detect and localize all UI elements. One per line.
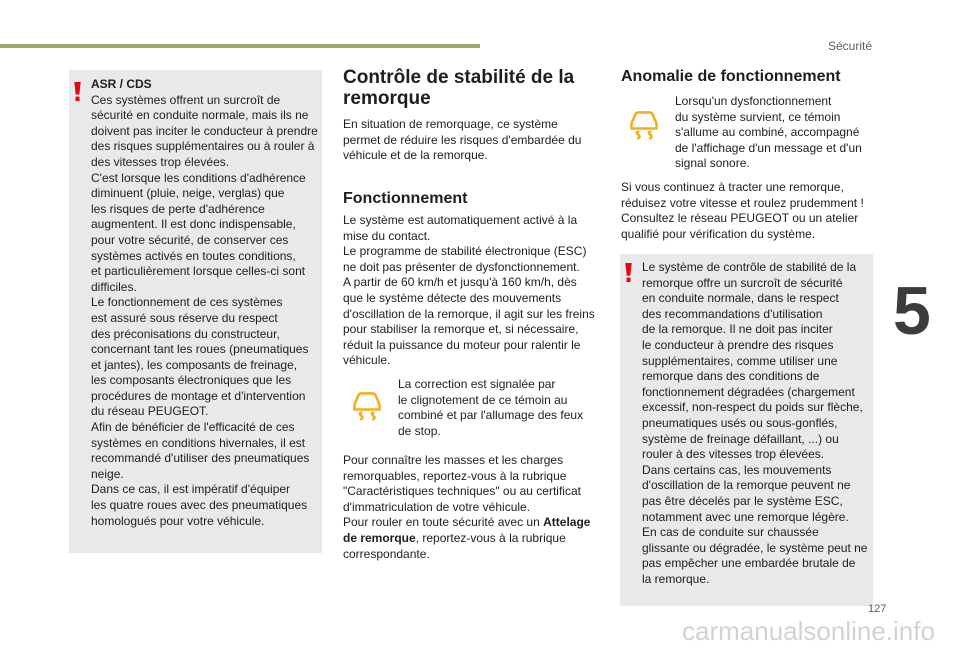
text-line: des risques supplémentaires ou à rouler à (91, 139, 315, 154)
text-line: A partir de 60 km/h et jusqu'à 160 km/h, dès (343, 275, 577, 290)
text-line: que le système détecte des mouvements (343, 290, 562, 305)
text-line: Dans ce cas, il est impératif d'équiper (91, 482, 291, 497)
warning-exclamation-icon (625, 263, 632, 282)
text-line: est assuré sous réserve du respect (91, 310, 278, 325)
trailer-stability-warning-note (620, 254, 873, 606)
text-line: le clignotement de ce témoin au (398, 392, 568, 407)
page-number: 127 (868, 603, 887, 615)
text-line: d'oscillation de la remorque peuvent ne (642, 478, 851, 493)
text-line: les composants électroniques que les (91, 373, 292, 388)
text-line: permet de réduire les risques d'embardée du (343, 132, 582, 147)
text-line: d'immatriculation de votre véhicule. (343, 499, 531, 514)
text-line: les risques de perte d'adhérence (91, 201, 265, 216)
text-line: homologués pour votre véhicule. (91, 513, 265, 528)
text-line: diminuent (pluie, neige, verglas) que (91, 186, 285, 201)
section-accent-bar (0, 44, 480, 48)
text-line: recommandé d'utiliser des pneumatiques (91, 451, 310, 466)
text-line: pour votre sécurité, de conserver ces (91, 232, 289, 247)
text-line: et particulièrement lorsque celles-ci sont (91, 264, 306, 279)
note-title: ASR / CDS (91, 77, 152, 91)
text-line: Afin de bénéficier de l'efficacité de ces (91, 420, 295, 435)
operation-description (343, 213, 595, 369)
text-segment: , reportez-vous à la rubrique (415, 530, 566, 545)
text-line: difficiles. (91, 279, 137, 294)
trailer-stability-note-text (642, 260, 867, 587)
towing-reference-text (343, 453, 590, 562)
text-line: qualifié pour vérification du système. (621, 226, 816, 241)
text-line: rouler à des vitesses trop élevées. (642, 447, 825, 462)
text-line (343, 515, 590, 531)
text-line: pneumatiques usés ou sous-gonflés, (642, 415, 838, 430)
text-line: systèmes activés en toutes conditions, (91, 248, 296, 263)
text-line: remorquables, reportez-vous à la rubrique (343, 468, 567, 483)
text-line: en conduite normale, dans le respect (642, 291, 839, 306)
text-line: Le système de contrôle de stabilité de la (642, 260, 857, 274)
text-line: des recommandations d'utilisation (642, 306, 823, 321)
warning-exclamation-icon (74, 82, 81, 101)
text-line: Le programme de stabilité électronique (ESC) (343, 244, 587, 259)
trailer-stability-warning-icon (626, 108, 662, 140)
text-line: procédures de montage et d'intervention (91, 388, 306, 403)
text-line: remorque dans des conditions de (642, 369, 820, 384)
trailer-stability-warning-icon (349, 389, 385, 421)
text-line: de stop. (398, 423, 441, 438)
asr-cds-note-text (91, 77, 318, 529)
malfunction-indicator-text (675, 94, 862, 172)
correction-indicator-text (398, 377, 583, 439)
text-line: Pour connaître les masses et les charges (343, 453, 564, 467)
trailer-stability-heading (343, 67, 574, 109)
malfunction-heading: Anomalie de fonctionnement (621, 68, 841, 85)
text-line: En cas de conduite sur chaussée (642, 525, 819, 540)
text-line: mise du contact. (343, 228, 431, 243)
text-line: système de freinage défaillant, ...) ou (642, 431, 839, 446)
text-line: En situation de remorquage, ce système (343, 117, 558, 131)
text-line: "Caractéristiques techniques" ou au certificat (343, 484, 581, 499)
text-line: Ces systèmes offrent un surcroît de (91, 92, 281, 107)
text-line: pour stabiliser la remorque et, si nécessaire, (343, 322, 579, 337)
text-line: notamment avec une remorque légère. (642, 509, 849, 524)
text-line: Le système est automatiquement activé à la (343, 213, 578, 227)
text-line: du réseau PEUGEOT. (91, 404, 209, 419)
operation-heading: Fonctionnement (343, 190, 468, 207)
text-line: doivent pas inciter le conducteur à prendre (91, 123, 318, 138)
text-line: correspondante. (343, 546, 430, 561)
text-line: pas être décelés par le système ESC, (642, 493, 843, 508)
text-line: supplémentaires, comme utiliser une (642, 353, 838, 368)
text-line: Consultez le réseau PEUGEOT ou un atelier (621, 211, 859, 226)
text-line: glissante ou dégradée, le système peut ne (642, 540, 868, 555)
emphasized-term: Attelage (543, 515, 591, 530)
text-line: véhicule. (343, 353, 391, 368)
trailer-stability-intro (343, 117, 581, 164)
text-line: réduisez votre vitesse et roulez prudemment ! (621, 195, 864, 210)
text-line: systèmes en conditions hivernales, il est (91, 435, 306, 450)
text-line: véhicule et de la remorque. (343, 148, 488, 163)
text-line: signal sonore. (675, 156, 750, 171)
text-line: sécurité en conduite normale, mais ils ne (91, 108, 309, 123)
text-line: Dans certains cas, les mouvements (642, 462, 832, 477)
text-line: la remorque. (642, 571, 710, 586)
text-line: réduit la puissance du moteur pour ralentir le (343, 337, 581, 352)
text-line: excessif, non-respect du poids sur flèche, (642, 400, 863, 415)
text-line: Le fonctionnement de ces systèmes (91, 295, 283, 310)
text-line: et jantes), les composants de freinage, (91, 357, 298, 372)
text-line: neige. (91, 466, 124, 481)
text-line: Si vous continuez à tracter une remorque, (621, 180, 844, 194)
text-line: concernant tant les roues (pneumatiques (91, 342, 309, 357)
text-line (343, 531, 590, 547)
text-line: les quatre roues avec des pneumatiques (91, 498, 308, 513)
text-line: pas empêcher une embardée brutale de (642, 556, 856, 571)
section-title: Sécurité (828, 39, 873, 53)
text-line: remorque (343, 88, 431, 109)
asr-cds-note-body (91, 93, 318, 530)
chapter-number: 5 (893, 273, 931, 349)
text-line: des vitesses trop élevées. (91, 154, 230, 169)
site-watermark: carmanualsonline.info (682, 616, 935, 646)
emphasized-term: de remorque (343, 530, 416, 545)
malfunction-advice (621, 180, 864, 242)
text-line: remorque offre un surcroît de sécurité (642, 275, 843, 290)
text-line: Lorsqu'un dysfonctionnement (675, 94, 832, 108)
text-line: combiné et par l'allumage des feux (398, 408, 584, 423)
text-line: La correction est signalée par (398, 377, 556, 391)
text-line: Contrôle de stabilité de la (343, 67, 575, 88)
text-segment: Pour rouler en toute sécurité avec un (343, 515, 544, 530)
text-line: le conducteur à prendre des risques (642, 337, 834, 352)
text-line: de la remorque. Il ne doit pas inciter (642, 322, 833, 337)
text-line: d'oscillation de la remorque, il agit sur les freins (343, 306, 595, 321)
text-line: de l'affichage d'un message et d'un (675, 140, 862, 155)
text-line: du système survient, ce témoin (675, 109, 841, 124)
text-line: augmentent. Il est donc indispensable, (91, 217, 296, 232)
asr-cds-warning-note (69, 70, 322, 553)
text-line: s'allume au combiné, accompagné (675, 125, 860, 140)
text-line: C'est lorsque les conditions d'adhérence (91, 170, 306, 185)
text-line: fonctionnement dégradées (chargement (642, 384, 855, 399)
text-line: des préconisations du constructeur, (91, 326, 280, 341)
text-line: ne doit pas présenter de dysfonctionnement. (343, 259, 580, 274)
